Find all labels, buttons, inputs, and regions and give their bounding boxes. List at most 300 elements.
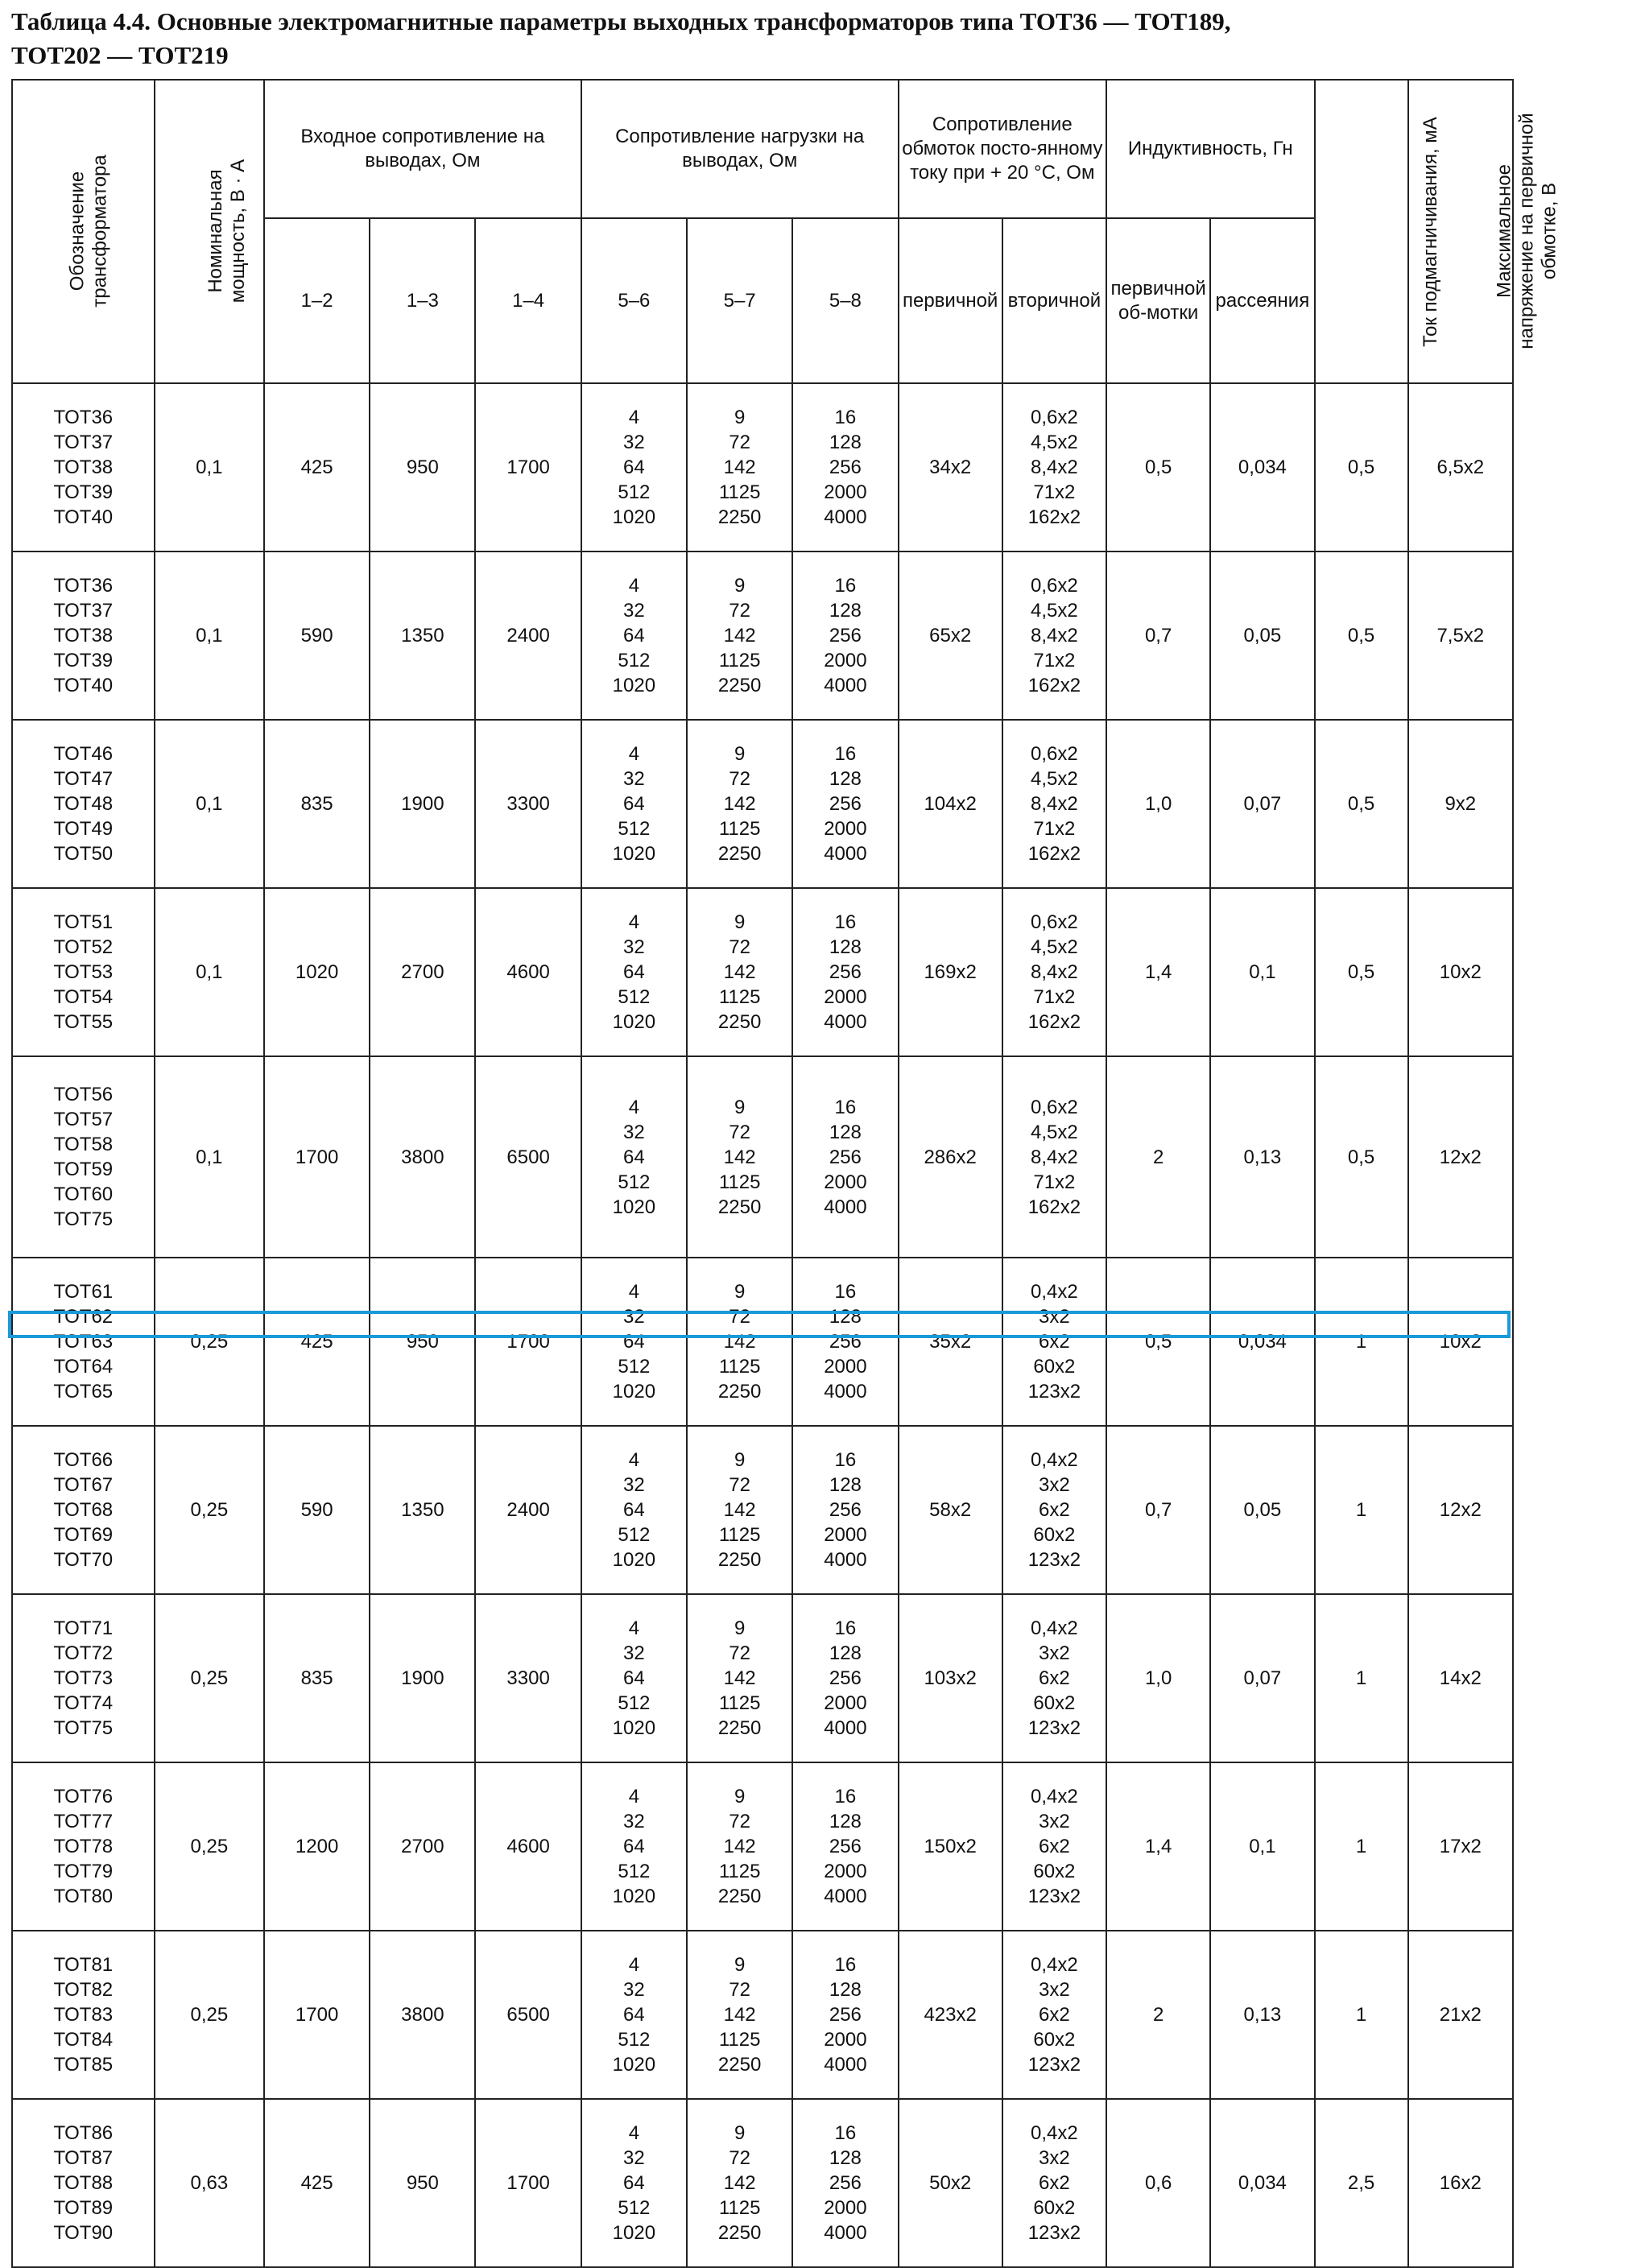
cell-line: ТОТ69 [53, 1524, 114, 1546]
header-in-1-3: 1–3 [370, 218, 475, 383]
cell-load-5-7 [687, 720, 792, 888]
cell-line: 72 [729, 768, 750, 790]
cell-line: 72 [729, 2147, 750, 2169]
cell-line: 3x2 [1039, 1811, 1070, 1832]
cell-in-1-2: 1700 [264, 1056, 370, 1258]
cell-line: ТОТ76 [53, 1786, 114, 1807]
cell-max-voltage: 7,5x2 [1408, 552, 1513, 720]
cell-line: 1125 [718, 818, 761, 840]
cell-line: 4 [628, 1096, 640, 1118]
cell-load-5-8 [792, 1931, 898, 2099]
cell-line: 0,6x2 [1031, 743, 1078, 765]
cell-line: 0,4x2 [1031, 1449, 1078, 1471]
cell-line: 0,6x2 [1031, 575, 1078, 597]
cell-line: 1020 [612, 2054, 656, 2076]
cell-line: 64 [623, 1836, 645, 1857]
cell-max-voltage: 14x2 [1408, 1594, 1513, 1762]
cell-line: ТОТ48 [53, 793, 114, 815]
cell-line: ТОТ67 [53, 1474, 114, 1496]
cell-load-5-8 [792, 1426, 898, 1594]
cell-line: ТОТ77 [53, 1811, 114, 1832]
cell-line: 4 [628, 1449, 640, 1471]
cell-inductance-leakage: 0,034 [1210, 1258, 1314, 1426]
cell-line: 142 [723, 1146, 756, 1168]
cell-in-1-3: 1350 [370, 552, 475, 720]
cell-designation [12, 720, 155, 888]
cell-line: 4000 [824, 675, 867, 696]
cell-line: ТОТ78 [53, 1836, 114, 1857]
cell-line: 32 [623, 936, 645, 958]
cell-designation [12, 1258, 155, 1426]
cell-inductance-leakage: 0,034 [1210, 2099, 1314, 2267]
cell-line: 142 [723, 456, 756, 478]
cell-line: ТОТ39 [53, 650, 114, 671]
cell-line: 4000 [824, 843, 867, 865]
header-inductance-leakage: рассеяния [1210, 218, 1314, 383]
cell-line: 162x2 [1027, 675, 1081, 696]
cell-line: 0,6x2 [1031, 407, 1078, 428]
cell-line: ТОТ79 [53, 1861, 114, 1882]
cell-line: ТОТ85 [53, 2054, 114, 2076]
cell-line: 2250 [717, 1717, 762, 1739]
cell-load-5-8 [792, 720, 898, 888]
cell-line: ТОТ39 [53, 481, 114, 503]
cell-winding-primary: 286x2 [899, 1056, 1002, 1258]
cell-load-5-6 [581, 383, 687, 552]
cell-load-5-8 [792, 1594, 898, 1762]
cell-designation [12, 2099, 155, 2267]
cell-winding-secondary [1002, 1056, 1106, 1258]
cell-line: 4000 [824, 1196, 867, 1218]
cell-inductance-primary: 0,7 [1106, 1426, 1210, 1594]
cell-line: 1020 [612, 1717, 656, 1739]
cell-line: ТОТ38 [53, 625, 114, 647]
cell-line: 3x2 [1039, 2147, 1070, 2169]
cell-line: ТОТ53 [53, 961, 114, 983]
cell-line: 0,6x2 [1031, 911, 1078, 933]
cell-inductance-leakage: 0,05 [1210, 552, 1314, 720]
cell-line: 123x2 [1027, 1381, 1081, 1403]
cell-line: 32 [623, 1642, 645, 1664]
cell-line: 9 [734, 1096, 746, 1118]
cell-line: 512 [618, 1356, 651, 1378]
cell-load-5-8 [792, 1258, 898, 1426]
cell-line: ТОТ72 [53, 1642, 114, 1664]
cell-load-5-7 [687, 888, 792, 1056]
cell-line: 9 [734, 743, 746, 765]
cell-line: ТОТ50 [53, 843, 114, 865]
cell-max-voltage: 12x2 [1408, 1426, 1513, 1594]
cell-line: 6x2 [1039, 2004, 1070, 2026]
header-in-1-2: 1–2 [264, 218, 370, 383]
cell-max-voltage: 10x2 [1408, 888, 1513, 1056]
table-row [12, 1426, 1513, 1594]
cell-winding-secondary [1002, 888, 1106, 1056]
header-max-voltage: Максимальное напряжение на первичной обмотке, В [1408, 80, 1513, 383]
cell-line: 16 [834, 575, 857, 597]
cell-line: 9 [734, 407, 746, 428]
cell-bias-current: 0,5 [1315, 383, 1408, 552]
cell-inductance-leakage: 0,13 [1210, 1056, 1314, 1258]
cell-line: 2250 [717, 1196, 762, 1218]
cell-line: 32 [623, 1306, 645, 1328]
cell-in-1-4: 6500 [475, 1056, 581, 1258]
cell-line: 4 [628, 911, 640, 933]
cell-line: 9 [734, 1281, 746, 1303]
cell-line: ТОТ82 [53, 1979, 114, 2001]
cell-line: 71x2 [1033, 481, 1076, 503]
cell-line: 2250 [717, 506, 762, 528]
header-inductance-primary: первичной об-мотки [1106, 218, 1210, 383]
cell-designation [12, 1762, 155, 1931]
cell-line: 256 [829, 625, 862, 647]
cell-power: 0,25 [155, 1258, 264, 1426]
cell-line: 9 [734, 1617, 746, 1639]
cell-line: 9 [734, 575, 746, 597]
cell-line: 4000 [824, 2222, 867, 2244]
cell-line: 123x2 [1027, 2054, 1081, 2076]
cell-line: 1020 [612, 675, 656, 696]
cell-line: 512 [618, 1861, 651, 1882]
cell-line: 256 [829, 2004, 862, 2026]
cell-line: ТОТ47 [53, 768, 114, 790]
cell-line: ТОТ59 [53, 1159, 114, 1180]
cell-load-5-6 [581, 2099, 687, 2267]
cell-winding-primary: 104x2 [899, 720, 1002, 888]
cell-line: 4,5x2 [1031, 432, 1078, 453]
cell-in-1-3: 950 [370, 2099, 475, 2267]
cell-in-1-3: 1900 [370, 720, 475, 888]
cell-load-5-6 [581, 552, 687, 720]
cell-line: 1125 [718, 650, 761, 671]
cell-load-5-6 [581, 1931, 687, 2099]
cell-line: 2000 [824, 650, 867, 671]
cell-line: 4 [628, 575, 640, 597]
cell-line: 1020 [612, 1886, 656, 1907]
cell-line: ТОТ74 [53, 1692, 114, 1714]
cell-line: 72 [729, 1642, 750, 1664]
cell-load-5-6 [581, 720, 687, 888]
cell-line: ТОТ62 [53, 1306, 114, 1328]
cell-line: 2000 [824, 481, 867, 503]
cell-in-1-2: 590 [264, 1426, 370, 1594]
cell-line: 142 [723, 625, 756, 647]
cell-line: 123x2 [1027, 1549, 1081, 1571]
cell-line: 8,4x2 [1031, 625, 1078, 647]
cell-in-1-2: 1200 [264, 1762, 370, 1931]
cell-line: 32 [623, 1811, 645, 1832]
cell-designation [12, 1056, 155, 1258]
cell-line: 142 [723, 2172, 756, 2194]
cell-bias-current: 1 [1315, 1762, 1408, 1931]
cell-line: ТОТ63 [53, 1331, 114, 1353]
cell-in-1-2: 425 [264, 2099, 370, 2267]
cell-line: 2250 [717, 843, 762, 865]
cell-line: 64 [623, 1667, 645, 1689]
cell-line: 128 [829, 1979, 862, 2001]
cell-line: 2250 [717, 1886, 762, 1907]
cell-line: 64 [623, 456, 645, 478]
table-title-line-2: ТОТ202 — ТОТ219 [11, 41, 229, 69]
header-load-resistance: Сопротивление нагрузки на выводах, Ом [581, 80, 899, 218]
cell-power: 0,1 [155, 888, 264, 1056]
cell-max-voltage: 12x2 [1408, 1056, 1513, 1258]
cell-line: ТОТ37 [53, 600, 114, 622]
cell-in-1-4: 6500 [475, 1931, 581, 2099]
cell-line: 4 [628, 407, 640, 428]
cell-line: 8,4x2 [1031, 456, 1078, 478]
cell-line: ТОТ57 [53, 1109, 114, 1130]
cell-line: 512 [618, 2029, 651, 2051]
cell-line: 71x2 [1033, 1171, 1076, 1193]
cell-line: 72 [729, 432, 750, 453]
cell-line: 512 [618, 2197, 651, 2219]
cell-line: 4000 [824, 1886, 867, 1907]
cell-line: 1125 [718, 2029, 761, 2051]
cell-line: 64 [623, 2172, 645, 2194]
cell-line: 123x2 [1027, 2222, 1081, 2244]
cell-line: 4 [628, 1786, 640, 1807]
cell-line: ТОТ52 [53, 936, 114, 958]
cell-line: 60x2 [1033, 1356, 1076, 1378]
cell-load-5-7 [687, 1258, 792, 1426]
cell-line: ТОТ37 [53, 432, 114, 453]
header-input-resistance: Входное сопротивление на выводах, Ом [264, 80, 581, 218]
cell-winding-secondary [1002, 552, 1106, 720]
cell-line: 1125 [718, 986, 761, 1008]
cell-line: 2000 [824, 986, 867, 1008]
cell-line: 162x2 [1027, 506, 1081, 528]
cell-line: 2000 [824, 1861, 867, 1882]
cell-line: 1020 [612, 1011, 656, 1033]
cell-load-5-7 [687, 1594, 792, 1762]
cell-inductance-primary: 0,5 [1106, 1258, 1210, 1426]
cell-line: 256 [829, 456, 862, 478]
cell-line: 162x2 [1027, 843, 1081, 865]
cell-winding-secondary [1002, 383, 1106, 552]
cell-line: 2000 [824, 1356, 867, 1378]
cell-line: 3x2 [1039, 1979, 1070, 2001]
cell-line: 256 [829, 1836, 862, 1857]
cell-line: 128 [829, 1121, 862, 1143]
cell-load-5-8 [792, 1056, 898, 1258]
cell-bias-current: 1 [1315, 1931, 1408, 2099]
cell-max-voltage: 16x2 [1408, 2099, 1513, 2267]
cell-power: 0,25 [155, 1426, 264, 1594]
cell-in-1-4: 2400 [475, 552, 581, 720]
cell-line: 256 [829, 1331, 862, 1353]
cell-power: 0,25 [155, 1594, 264, 1762]
cell-line: 256 [829, 793, 862, 815]
cell-line: 3x2 [1039, 1474, 1070, 1496]
cell-line: ТОТ51 [53, 911, 114, 933]
cell-line: 0,4x2 [1031, 1954, 1078, 1976]
table-row [12, 552, 1513, 720]
cell-max-voltage: 17x2 [1408, 1762, 1513, 1931]
cell-line: 1020 [612, 2222, 656, 2244]
cell-load-5-7 [687, 552, 792, 720]
cell-line: 60x2 [1033, 2029, 1076, 2051]
parameters-table [11, 79, 1560, 2268]
cell-bias-current: 1 [1315, 1594, 1408, 1762]
cell-winding-primary: 50x2 [899, 2099, 1002, 2267]
cell-line: 123x2 [1027, 1886, 1081, 1907]
cell-line: 64 [623, 1146, 645, 1168]
cell-line: 128 [829, 432, 862, 453]
cell-line: 4000 [824, 1549, 867, 1571]
header-in-1-4: 1–4 [475, 218, 581, 383]
cell-in-1-4: 4600 [475, 888, 581, 1056]
cell-line: 0,4x2 [1031, 1786, 1078, 1807]
cell-line: 1020 [612, 506, 656, 528]
cell-line: 64 [623, 961, 645, 983]
cell-line: 0,6x2 [1031, 1096, 1078, 1118]
cell-winding-secondary [1002, 1931, 1106, 2099]
cell-line: 512 [618, 1524, 651, 1546]
cell-line: 256 [829, 1499, 862, 1521]
cell-line: 4000 [824, 1381, 867, 1403]
cell-max-voltage: 9x2 [1408, 720, 1513, 888]
cell-line: 32 [623, 1121, 645, 1143]
cell-line: 1020 [612, 1381, 656, 1403]
cell-line: 2000 [824, 1524, 867, 1546]
cell-load-5-7 [687, 1931, 792, 2099]
cell-in-1-2: 425 [264, 1258, 370, 1426]
cell-line: 142 [723, 1836, 756, 1857]
cell-line: 8,4x2 [1031, 1146, 1078, 1168]
cell-in-1-2: 425 [264, 383, 370, 552]
cell-line: 4000 [824, 506, 867, 528]
cell-in-1-4: 4600 [475, 1762, 581, 1931]
cell-line: 2000 [824, 1171, 867, 1193]
cell-line: 256 [829, 1667, 862, 1689]
cell-line: 16 [834, 2122, 857, 2144]
cell-line: 6x2 [1039, 1331, 1070, 1353]
cell-bias-current: 1 [1315, 1426, 1408, 1594]
cell-in-1-3: 3800 [370, 1056, 475, 1258]
cell-in-1-2: 590 [264, 552, 370, 720]
table-row [12, 1258, 1513, 1426]
cell-line: 162x2 [1027, 1196, 1081, 1218]
cell-line: 2000 [824, 2197, 867, 2219]
cell-line: 9 [734, 1954, 746, 1976]
cell-line: 16 [834, 1786, 857, 1807]
cell-line: 2250 [717, 2054, 762, 2076]
cell-line: ТОТ66 [53, 1449, 114, 1471]
cell-inductance-primary: 0,7 [1106, 552, 1210, 720]
cell-inductance-leakage: 0,034 [1210, 383, 1314, 552]
cell-line: 4 [628, 1281, 640, 1303]
cell-line: 512 [618, 1692, 651, 1714]
cell-in-1-3: 3800 [370, 1931, 475, 2099]
cell-line: 6x2 [1039, 1667, 1070, 1689]
cell-line: 2250 [717, 2222, 762, 2244]
cell-line: 142 [723, 1667, 756, 1689]
cell-line: 128 [829, 2147, 862, 2169]
table-title-line-1: Таблица 4.4. Основные электромагнитные параметры выходных трансформаторов типа ТОТ36 — ТОТ189, [11, 7, 1231, 35]
cell-bias-current: 1 [1315, 1258, 1408, 1426]
cell-in-1-3: 950 [370, 1258, 475, 1426]
cell-line: 72 [729, 600, 750, 622]
cell-line: 2250 [717, 1381, 762, 1403]
cell-load-5-8 [792, 2099, 898, 2267]
cell-designation [12, 552, 155, 720]
cell-line: 6x2 [1039, 1499, 1070, 1521]
cell-line: ТОТ84 [53, 2029, 114, 2051]
header-load-5-7: 5–7 [687, 218, 792, 383]
cell-line: ТОТ89 [53, 2197, 114, 2219]
cell-inductance-primary: 1,0 [1106, 1594, 1210, 1762]
cell-inductance-primary: 0,6 [1106, 2099, 1210, 2267]
cell-line: 512 [618, 818, 651, 840]
header-power: Номинальная мощность, В · А [155, 80, 264, 383]
cell-line: 71x2 [1033, 650, 1076, 671]
table-row [12, 720, 1513, 888]
cell-winding-primary: 58x2 [899, 1426, 1002, 1594]
cell-inductance-leakage: 0,1 [1210, 1762, 1314, 1931]
cell-line: 3x2 [1039, 1642, 1070, 1664]
cell-winding-secondary [1002, 720, 1106, 888]
cell-inductance-primary: 0,5 [1106, 383, 1210, 552]
cell-line: 72 [729, 1306, 750, 1328]
cell-line: 2000 [824, 818, 867, 840]
cell-line: ТОТ73 [53, 1667, 114, 1689]
cell-line: 16 [834, 1954, 857, 1976]
cell-line: 64 [623, 1331, 645, 1353]
cell-power: 0,1 [155, 1056, 264, 1258]
cell-line: ТОТ81 [53, 1954, 114, 1976]
cell-line: 123x2 [1027, 1717, 1081, 1739]
cell-line: ТОТ36 [53, 575, 114, 597]
cell-line: 64 [623, 2004, 645, 2026]
cell-line: 256 [829, 2172, 862, 2194]
cell-line: 3x2 [1039, 1306, 1070, 1328]
cell-line: 71x2 [1033, 986, 1076, 1008]
cell-load-5-7 [687, 1762, 792, 1931]
cell-line: 9 [734, 1449, 746, 1471]
cell-in-1-4: 1700 [475, 383, 581, 552]
cell-power: 0,1 [155, 552, 264, 720]
cell-line: 4 [628, 1617, 640, 1639]
cell-load-5-7 [687, 2099, 792, 2267]
cell-line: 2250 [717, 1011, 762, 1033]
cell-line: ТОТ65 [53, 1381, 114, 1403]
cell-line: 512 [618, 481, 651, 503]
cell-line: 2250 [717, 1549, 762, 1571]
cell-line: 2000 [824, 2029, 867, 2051]
table-row [12, 1056, 1513, 1258]
cell-line: 16 [834, 911, 857, 933]
cell-line: 1020 [612, 1549, 656, 1571]
cell-designation [12, 1594, 155, 1762]
cell-in-1-4: 1700 [475, 1258, 581, 1426]
cell-line: ТОТ75 [53, 1208, 114, 1230]
cell-line: ТОТ56 [53, 1084, 114, 1105]
cell-line: ТОТ86 [53, 2122, 114, 2144]
cell-line: ТОТ75 [53, 1717, 114, 1739]
cell-winding-primary: 35x2 [899, 1258, 1002, 1426]
cell-line: 1125 [718, 1524, 761, 1546]
cell-power: 0,1 [155, 720, 264, 888]
cell-inductance-leakage: 0,13 [1210, 1931, 1314, 2099]
cell-line: 4 [628, 2122, 640, 2144]
cell-line: 32 [623, 600, 645, 622]
cell-line: ТОТ40 [53, 675, 114, 696]
cell-load-5-6 [581, 1258, 687, 1426]
cell-line: 32 [623, 1979, 645, 2001]
header-designation: Обозначение трансформатора [12, 80, 155, 383]
cell-winding-primary: 150x2 [899, 1762, 1002, 1931]
